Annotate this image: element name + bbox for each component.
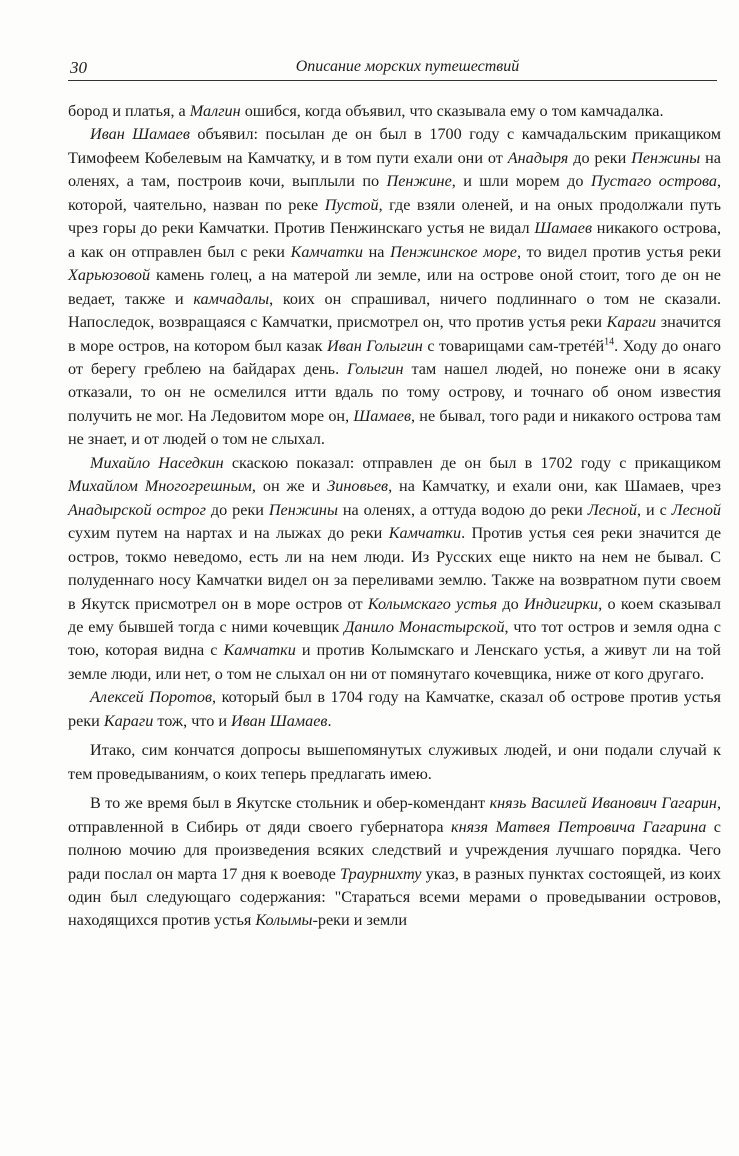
paragraph-porotov: Алексей Поротов, который был в 1704 году на Камчатке, сказал об острове против устья реки Караги тож, что и Иван Шамаев. xyxy=(68,688,721,730)
italic-name: Камчатки xyxy=(388,524,462,543)
footnote-marker: 14 xyxy=(604,336,615,348)
italic-name: Зиновьев xyxy=(327,477,389,496)
italic-name: Лесной xyxy=(587,500,638,519)
italic-name: Иван Шамаев xyxy=(90,125,190,144)
italic-name: Пустой xyxy=(324,195,379,214)
italic-name: Индигирки xyxy=(523,594,599,613)
italic-name: Караги xyxy=(606,313,657,332)
italic-name: Пенжинское море xyxy=(390,242,517,261)
italic-name: князь Василей Иванович Гагарин xyxy=(489,794,717,813)
paragraph-shamaev: Иван Шамаев объявил: посылан де он был в 1700 году с камчадальским прикащиком Тимофеем Кобелевым на Камчатку, и в том пути ехали они от Анадыря до реки Пенжины на оленях, а там, построив кочи, выплыли по Пенжине, и шли морем до Пустаго острова, которой, чаятельно, назван по реке Пустой, где взяли оленей, и на оных продолжали путь чрез горы до реки Камчатки. Против Пенжинскаго устья не видал Шамаев никакого острова, а как он отправлен был с реки Камчатки на Пенжинское море, то видел против устья реки Харьюзовой камень голец, а на матерой ли земле, или на острове оной стоит, того де он не ведает, также и камчадалы, коих он спрашивал, ничего подлиннаго о том не сказали. Напоследок, возвращаяся с Камчатки, присмотрел он, что против устья реки Караги значится в море остров, на котором был казак Иван Голыгин с товарищами сам-третéй$^{14}$. Ходу до онаго от берегу греблею на байдарах день. Голыгин там нашел людей, но понеже они в ясаку отказали, то он не осмелился итти вдаль по тому острову, и точнаго об оном известия получить не мог. На Ледовитом море он, Шамаев, не бывал, того ради и никакого острова там не знает, и от людей о том не слыхал. xyxy=(68,125,722,449)
italic-name: Шамаев xyxy=(353,406,411,425)
italic-name: Михайлом Многогрешным xyxy=(68,477,252,496)
italic-name: Траурнихту xyxy=(340,864,422,883)
italic-name: камчадалы xyxy=(193,289,270,308)
italic-name: Пенжине xyxy=(386,172,452,191)
paragraph-gagarin: В то же время был в Якутске стольник и обер-комендант князь Василей Иванович Гагарин, отправленной в Сибирь от дяди своего губернатора князя Матвея Петровича Гагарина с полною мочию для произведения всяких следствий и учреждения лучшаго порядка. Чего ради послал он марта 17 дня к воеводе Траурнихту указ, в разных пунктах состоящей, из коих один был следующаго содержания: "Стараться всеми мерами о проведывании островов, находящихся против устья Колымы-реки и земли xyxy=(68,794,721,930)
italic-name: Михайло Наседкин xyxy=(90,453,224,472)
italic-name: Алексей Поротов xyxy=(90,688,213,707)
italic-name: Камчатки xyxy=(223,641,296,660)
italic-name: Данило Монастырской xyxy=(344,617,505,636)
italic-name: Колымскаго устья xyxy=(367,594,498,613)
running-title: Описание морских путешествий xyxy=(295,58,520,75)
italic-name: Голыгин xyxy=(347,359,404,378)
italic-name: Анадырской острог xyxy=(68,500,206,519)
italic-name: Камчатки xyxy=(290,242,363,261)
paragraph-nasedkin: Михайло Наседкин скаскою показал: отправлен де он был в 1702 году с прикащиком Михайлом Многогрешным, он же и Зиновьев, на Камчатку, и ехали они, как Шамаев, чрез Анадырской острог до реки Пенжины на оленях, а оттуда водою до реки Лесной, и с Лесной сухим путем на нартах и на лыжах до реки Камчатки. Против устья сея реки значится де остров, токмо неведомо, есть ли на нем люди. Из Русских еще никто на нем не бывал. С полуденнаго носу Камчатки видел он за переливами землю. Также на возвратном пути своем в Якутск присмотрел он в море остров от Колымскаго устья до Индигирки, о коем сказывал де ему бывшей тогда с ними кочевщик Данило Монастырской, что тот остров и земля одна с тою, которая видна с Камчатки и против Колымскаго и Ленскаго устья, а живут ли на той земле люди, или нет, о том не слыхал он ни от помянутаго кочевщика, ниже от кого другаго. xyxy=(68,453,722,683)
italic-name: Пенжины xyxy=(268,500,338,519)
italic-name: Пустаго острова xyxy=(590,172,717,191)
body-text xyxy=(68,100,721,933)
italic-name: Колымы xyxy=(255,911,313,930)
italic-name: Пенжины xyxy=(631,148,701,167)
italic-name: Караги xyxy=(103,711,154,730)
running-header xyxy=(68,54,717,81)
paragraph-conclusion: Итако, сим кончатся допросы вышепомянутых служивых людей, и они подали случай к тем проведываниям, о коих теперь предлагать имею. xyxy=(68,741,721,783)
page-number: 30 xyxy=(70,58,87,77)
italic-name: Харьюзовой xyxy=(68,266,151,285)
paragraph-continuation: бород и платья, а Малгин ошибся, когда объявил, что сказывала ему о том камчадалка. xyxy=(68,102,664,120)
italic-name: князя Матвея Петровича Гагарина xyxy=(451,817,707,836)
italic-name: Анадыря xyxy=(507,148,569,167)
italic-name: Иван Шамаев xyxy=(231,711,328,730)
italic-name: Лесной xyxy=(671,500,722,519)
italic-name: Шамаев xyxy=(534,219,592,238)
italic-name: Иван Голыгин xyxy=(327,336,423,355)
italic-name: Малгин xyxy=(189,102,241,120)
